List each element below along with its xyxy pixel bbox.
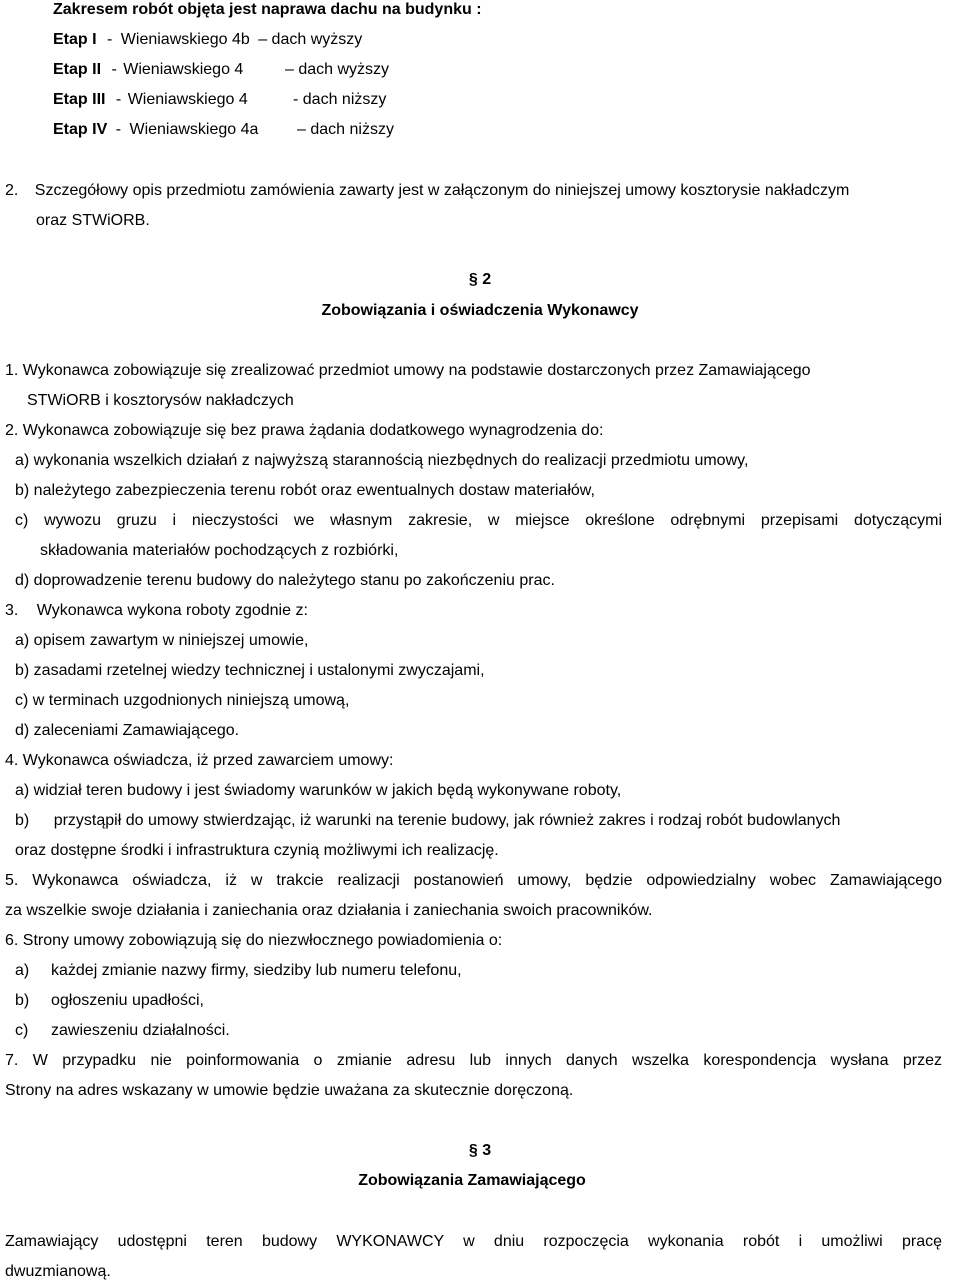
scope-heading: Zakresem robót objęta jest naprawa dachu na budynku : — [53, 1, 482, 18]
stage-roof: – dach wyższy — [258, 31, 363, 48]
section-symbol: § 3 — [468, 1142, 492, 1159]
list-text: przystąpił do umowy stwierdzając, iż warunki na terenie budowy, jak również zakres i rodzaj robót budowlanych — [53, 812, 841, 829]
list-item-cont: składowania materiałów pochodzących z rozbiórki, — [40, 542, 399, 559]
list-item-cont: oraz dostępne środki i infrastruktura czynią możliwymi ich realizację. — [15, 842, 499, 859]
list-item: c) wywozu gruzu i nieczystości we własnym zakresie, w miejsce określone odrębnymi przepisami dotyczącymi — [15, 512, 942, 529]
list-item: a) opisem zawartym w niniejszej umowie, — [15, 632, 309, 649]
list-item: c) w terminach uzgodnionych niniejszą umową, — [15, 692, 350, 709]
list-item: d) zaleceniami Zamawiającego. — [15, 722, 240, 739]
item-text: Wykonawca wykona roboty zgodnie z: — [36, 602, 308, 619]
list-label: c) — [15, 1022, 29, 1039]
section-3-text-cont: dwuzmianową. — [5, 1263, 111, 1280]
paragraph-5: 5. Wykonawca oświadcza, iż w trakcie realizacji postanowień umowy, będzie odpowiedzialny wobec Zamawiającego — [5, 872, 942, 889]
stage-roof: - dach niższy — [293, 91, 387, 108]
stage-label: Etap I — [53, 31, 97, 48]
list-text: zawieszeniu działalności. — [51, 1022, 230, 1039]
list-item: a) wykonania wszelkich działań z najwyższą starannością niezbędnych do realizacji przedmiotu umowy, — [15, 452, 749, 469]
section-symbol: § 2 — [468, 271, 492, 288]
paragraph-7-cont: Strony na adres wskazany w umowie będzie uważana za skutecznie doręczoną. — [5, 1082, 574, 1099]
section-title: Zobowiązania i oświadczenia Wykonawcy — [321, 302, 639, 319]
section-3-text: Zamawiający udostępni teren budowy WYKONAWCY w dniu rozpoczęcia wykonania robót i umożliwi pracę — [5, 1233, 942, 1250]
paragraph-5-cont: za wszelkie swoje działania i zaniechania oraz działania i zaniechania swoich pracowników. — [5, 902, 653, 919]
list-item — [15, 961, 462, 981]
item-text: Szczegółowy opis przedmiotu zamówienia zawarty jest w załączonym do niniejszej umowy kosztorysie nakładczym — [34, 182, 850, 199]
paragraph-6-intro: 6. Strony umowy zobowiązują się do niezwłocznego powiadomienia o: — [5, 932, 503, 949]
stage-sep: - — [115, 121, 122, 138]
paragraph-4-intro: 4. Wykonawca oświadcza, iż przed zawarciem umowy: — [5, 752, 394, 769]
paragraph-7: 7. W przypadku nie poinformowania o zmianie adresu lub innych danych wszelka korespondencja wysłana przez — [5, 1052, 942, 1069]
list-label: a) — [15, 962, 30, 979]
list-item: b) należytego zabezpieczenia terenu robót oraz ewentualnych dostaw materiałów, — [15, 482, 595, 499]
stage-row — [53, 30, 362, 50]
stage-address: Wieniawskiego 4b — [120, 31, 250, 48]
list-label: b) — [15, 812, 30, 829]
list-text: ogłoszeniu upadłości, — [51, 992, 204, 1009]
stage-row — [53, 90, 387, 110]
list-text: każdej zmianie nazwy firmy, siedziby lub numeru telefonu, — [51, 962, 462, 979]
list-item — [15, 991, 204, 1011]
paragraph-3-intro — [5, 601, 308, 621]
list-item: b) zasadami rzetelnej wiedzy technicznej i ustalonymi zwyczajami, — [15, 662, 485, 679]
stage-row — [53, 60, 390, 80]
stage-label: Etap IV — [53, 121, 108, 138]
scope-item-2-cont: oraz STWiORB. — [36, 212, 150, 229]
stage-address: Wieniawskiego 4 — [127, 91, 248, 108]
stage-address: Wieniawskiego 4 — [123, 61, 244, 78]
paragraph-1-cont: STWiORB i kosztorysów nakładczych — [27, 392, 294, 409]
list-label: b) — [15, 992, 30, 1009]
item-number: 2. — [5, 182, 19, 199]
item-number: 3. — [5, 602, 19, 619]
list-item — [15, 1021, 230, 1041]
stage-sep: - — [115, 91, 122, 108]
list-item — [15, 811, 840, 831]
stage-row — [53, 120, 394, 140]
list-item: a) widział teren budowy i jest świadomy warunków w jakich będą wykonywane roboty, — [15, 782, 622, 799]
stage-label: Etap II — [53, 61, 102, 78]
stage-label: Etap III — [53, 91, 106, 108]
scope-item-2 — [5, 181, 849, 201]
paragraph-2-intro: 2. Wykonawca zobowiązuje się bez prawa żądania dodatkowego wynagrodzenia do: — [5, 422, 604, 439]
stage-sep: - — [107, 31, 113, 48]
list-item: d) doprowadzenie terenu budowy do należytego stanu po zakończeniu prac. — [15, 572, 555, 589]
stage-roof: – dach wyższy — [285, 61, 390, 78]
stage-address: Wieniawskiego 4a — [129, 121, 259, 138]
stage-sep: - — [111, 61, 117, 78]
paragraph-1: 1. Wykonawca zobowiązuje się zrealizować przedmiot umowy na podstawie dostarczonych przez Zamawiającego — [5, 362, 811, 379]
stage-roof: – dach niższy — [297, 121, 394, 138]
section-title: Zobowiązania Zamawiającego — [358, 1172, 586, 1189]
